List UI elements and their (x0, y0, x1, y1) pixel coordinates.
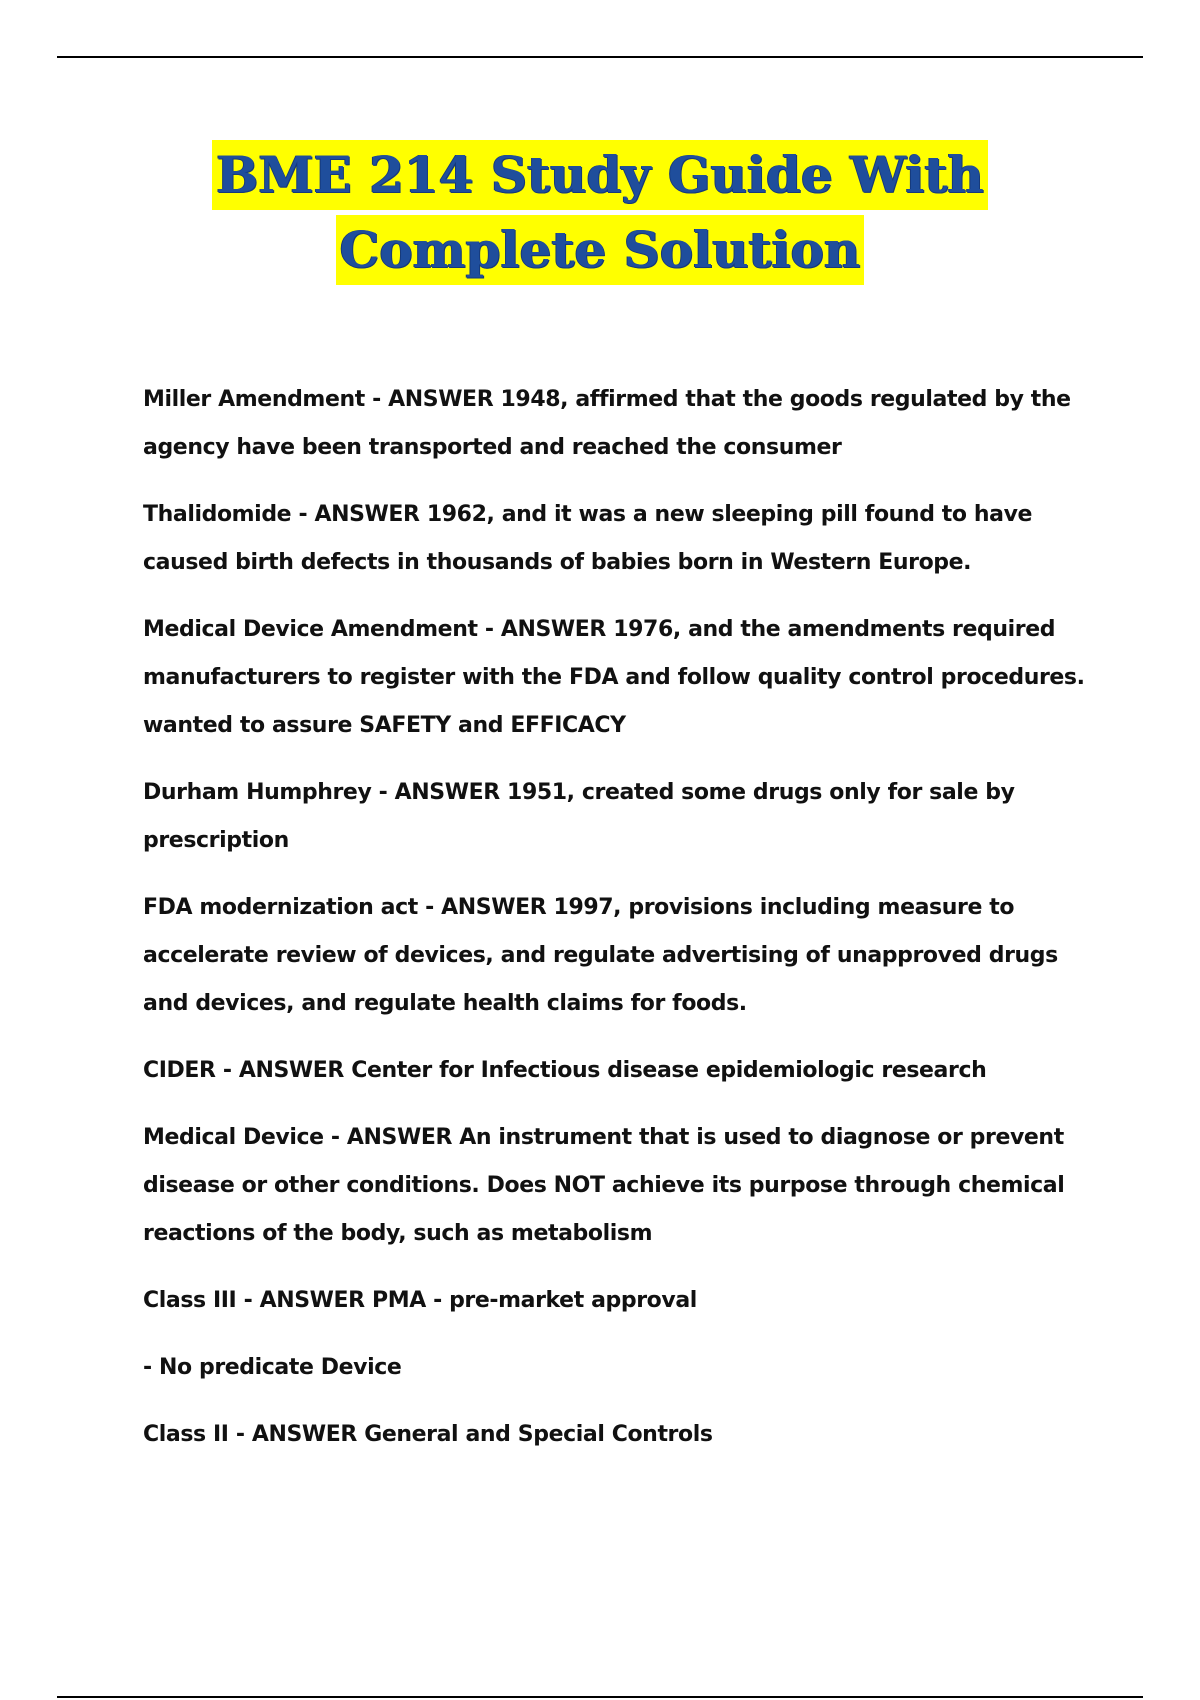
answer-keyword: ANSWER (388, 387, 494, 412)
qa-answer: General and Special Controls (364, 1422, 713, 1447)
qa-item (143, 769, 1103, 865)
title-block (0, 140, 1200, 285)
qa-term: Class III (143, 1288, 237, 1313)
qa-separator: - (291, 502, 315, 527)
answer-keyword: ANSWER (500, 617, 606, 642)
qa-answer: 1997, provisions including measure to accelerate review of devices, and regulate advertising of unapproved drugs and devices, and regulate health claims for foods. (143, 895, 1058, 1016)
qa-item (143, 376, 1103, 472)
qa-answer: PMA - pre-market approval (371, 1288, 697, 1313)
qa-term: Miller Amendment (143, 387, 365, 412)
qa-term: Class II (143, 1422, 229, 1447)
qa-item (143, 1411, 1103, 1459)
qa-separator: - (364, 387, 389, 412)
qa-answer: 1948, affirmed that the goods regulated by the agency have been transported and reached the consumer (143, 387, 1071, 460)
qa-item-continuation (143, 1344, 1103, 1392)
qa-item (143, 1047, 1103, 1095)
document-title-line-2: Complete Solution (336, 215, 865, 285)
qa-list (143, 376, 1103, 1478)
qa-separator: - (477, 617, 501, 642)
document-title-line-1: BME 214 Study Guide With (212, 140, 988, 210)
qa-answer: - No predicate Device (143, 1355, 402, 1380)
qa-separator: - (323, 1125, 347, 1150)
qa-term: Durham Humphrey (143, 780, 372, 805)
qa-separator: - (228, 1422, 252, 1447)
qa-term: CIDER (143, 1058, 216, 1083)
qa-item (143, 1277, 1103, 1325)
top-rule (57, 56, 1143, 58)
answer-keyword: ANSWER (251, 1422, 357, 1447)
answer-keyword: ANSWER (441, 895, 547, 920)
qa-separator: - (417, 895, 442, 920)
qa-answer: Center for Infectious disease epidemiologic research (351, 1058, 987, 1083)
qa-term: Medical Device (143, 1125, 324, 1150)
answer-keyword: ANSWER (259, 1288, 365, 1313)
qa-item (143, 491, 1103, 587)
qa-item (143, 1114, 1103, 1258)
qa-answer: 1962, and it was a new sleeping pill found to have caused birth defects in thousands of babies born in Western Europe. (143, 502, 1033, 575)
qa-separator: - (215, 1058, 239, 1083)
qa-term: FDA modernization act (143, 895, 418, 920)
qa-separator: - (236, 1288, 260, 1313)
answer-keyword: ANSWER (314, 502, 420, 527)
bottom-rule (57, 1696, 1143, 1698)
qa-term: Medical Device Amendment (143, 617, 478, 642)
answer-keyword: ANSWER (346, 1125, 452, 1150)
qa-answer: 1951, created some drugs only for sale by prescription (143, 780, 1015, 853)
answer-keyword: ANSWER (238, 1058, 344, 1083)
qa-separator: - (371, 780, 395, 805)
qa-item (143, 606, 1103, 750)
answer-keyword: ANSWER (394, 780, 500, 805)
qa-item (143, 884, 1103, 1028)
qa-answer: An instrument that is used to diagnose or prevent disease or other conditions. Does NOT achieve its purpose through chemical reactions of the body, such as metabolism (143, 1125, 1065, 1246)
qa-term: Thalidomide (143, 502, 292, 527)
qa-answer: 1976, and the amendments required manufacturers to register with the FDA and follow quality control procedures. wanted to assure SAFETY and EFFICACY (143, 617, 1085, 738)
